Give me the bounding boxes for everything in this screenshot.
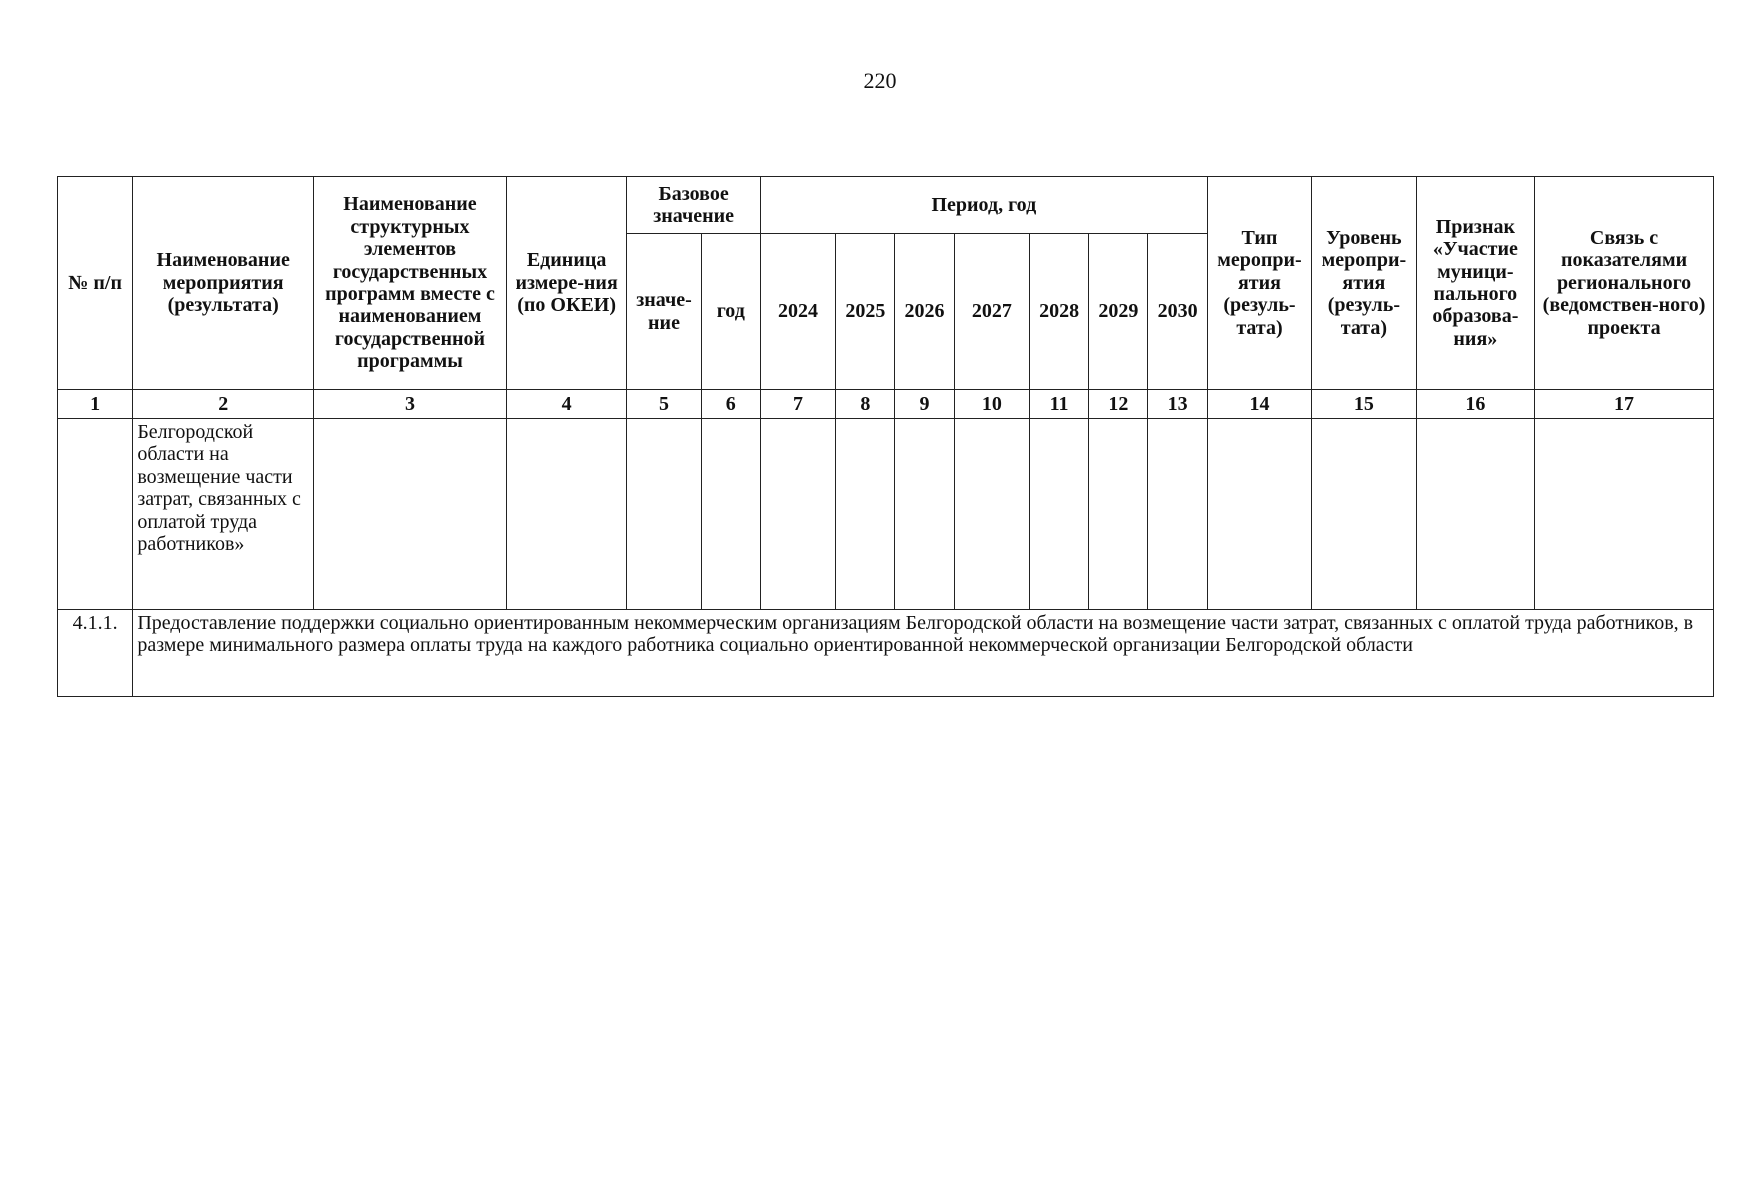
empty-cell xyxy=(627,419,701,610)
header-num: № п/п xyxy=(58,177,133,390)
column-number: 6 xyxy=(701,390,760,419)
header-base-value: Базовое значение xyxy=(627,177,761,234)
empty-cell xyxy=(1148,419,1207,610)
empty-cell xyxy=(701,419,760,610)
empty-cell xyxy=(1089,419,1148,610)
empty-cell xyxy=(954,419,1029,610)
empty-cell xyxy=(895,419,954,610)
header-year-2024: 2024 xyxy=(760,234,835,390)
header-unit: Единица измере-ния (по ОКЕИ) xyxy=(506,177,627,390)
header-year-2027: 2027 xyxy=(954,234,1029,390)
column-number: 15 xyxy=(1312,390,1416,419)
header-municipal-flag: Признак «Участие муници-пального образова-ния» xyxy=(1416,177,1534,390)
column-number: 10 xyxy=(954,390,1029,419)
column-number: 7 xyxy=(760,390,835,419)
empty-cell xyxy=(506,419,627,610)
page-number: 220 xyxy=(863,68,897,93)
column-number: 16 xyxy=(1416,390,1534,419)
header-event-type: Тип меропри-ятия (резуль-тата) xyxy=(1207,177,1311,390)
empty-cell xyxy=(1029,419,1088,610)
empty-cell xyxy=(1535,419,1714,610)
task-number: 4.1.1. xyxy=(58,610,133,697)
header-event-name: Наименование мероприятия (результата) xyxy=(133,177,314,390)
empty-cell xyxy=(1207,419,1311,610)
header-year-2029: 2029 xyxy=(1089,234,1148,390)
program-table xyxy=(57,176,1714,697)
header-event-level: Уровень меропри-ятия (резуль-тата) xyxy=(1312,177,1416,390)
event-name-cell: Белгородской области на возмещение части затрат, связанных с оплатой труда работников» xyxy=(133,419,314,610)
column-number: 5 xyxy=(627,390,701,419)
empty-cell xyxy=(1312,419,1416,610)
task-description: Предоставление поддержки социально ориентированным некоммерческим организациям Белгородской области на возмещение части затрат, связанных с оплатой труда работников, в размере минимального размера оплаты труда на каждого работника социально ориентированной некоммерческой организации Белгородской области xyxy=(133,610,1714,697)
header-struct-elements: Наименование структурных элементов государственных программ вместе с наименованием государственной программы xyxy=(314,177,507,390)
column-number: 2 xyxy=(133,390,314,419)
column-number: 11 xyxy=(1029,390,1088,419)
column-number: 3 xyxy=(314,390,507,419)
empty-cell xyxy=(760,419,835,610)
empty-cell xyxy=(836,419,895,610)
header-year-2028: 2028 xyxy=(1029,234,1088,390)
empty-cell xyxy=(1416,419,1534,610)
column-number-row xyxy=(58,390,1714,419)
column-number: 17 xyxy=(1535,390,1714,419)
header-period: Период, год xyxy=(760,177,1207,234)
table-row xyxy=(58,419,1714,610)
task-row xyxy=(58,610,1714,697)
header-base-value-year: год xyxy=(701,234,760,390)
column-number: 12 xyxy=(1089,390,1148,419)
header-year-2025: 2025 xyxy=(836,234,895,390)
header-project-link: Связь с показателями регионального (ведомствен-ного) проекта xyxy=(1535,177,1714,390)
header-year-2030: 2030 xyxy=(1148,234,1207,390)
column-number: 8 xyxy=(836,390,895,419)
column-number: 14 xyxy=(1207,390,1311,419)
empty-cell xyxy=(314,419,507,610)
header-year-2026: 2026 xyxy=(895,234,954,390)
header-base-value-value: значе-ние xyxy=(627,234,701,390)
column-number: 13 xyxy=(1148,390,1207,419)
column-number: 1 xyxy=(58,390,133,419)
row-num-cell xyxy=(58,419,133,610)
column-number: 4 xyxy=(506,390,627,419)
column-number: 9 xyxy=(895,390,954,419)
